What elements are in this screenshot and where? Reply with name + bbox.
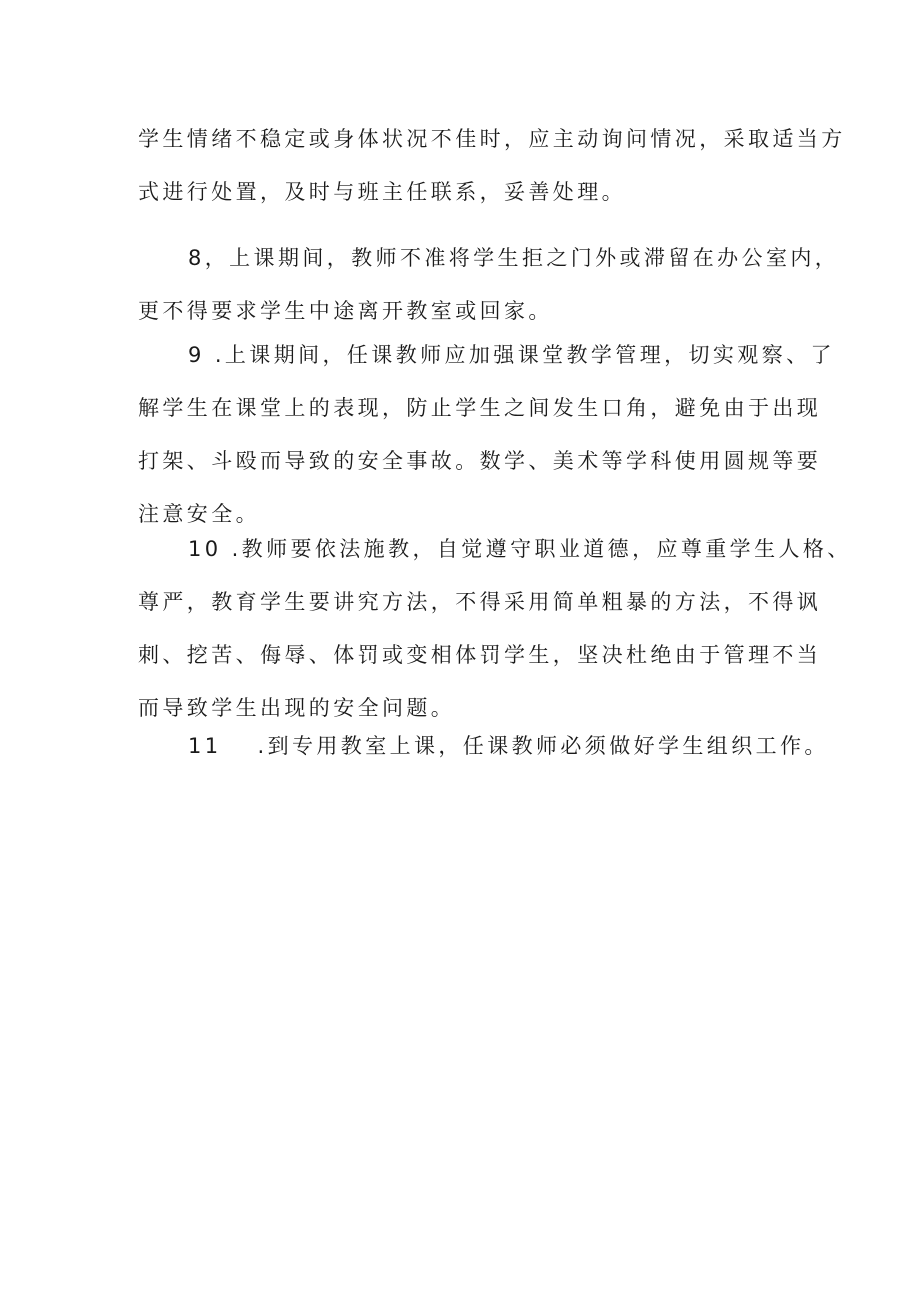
text-line: 刺、挖苦、侮辱、体罚或变相体罚学生，坚决杜绝由于管理不当: [138, 643, 822, 667]
text-line: 学生情绪不稳定或身体状况不佳时，应主动询问情况，采取适当方: [138, 127, 846, 151]
text-line: 打架、斗殴而导致的安全事故。数学、美术等学科使用圆规等要: [138, 449, 822, 473]
paragraph-11: [138, 720, 829, 773]
text-line: 9 .上课期间，任课教师应加强课堂教学管理，切实观察、了: [188, 343, 835, 367]
item-number: 11: [188, 734, 222, 758]
text-line: 式进行处置，及时与班主任联系，妥善处理。: [138, 180, 626, 204]
text-line: 更不得要求学生中途离开教室或回家。: [138, 299, 553, 323]
paragraph-8: [138, 232, 840, 338]
text-line: 尊严，教育学生要讲究方法，不得采用简单粗暴的方法，不得讽: [138, 590, 822, 614]
text-line: [138, 720, 829, 773]
text-line: 注意安全。: [138, 502, 260, 526]
text-line: 而导致学生出现的安全问题。: [138, 696, 456, 720]
paragraph-9: [138, 329, 835, 541]
text-line: 8，上课期间，教师不准将学生拒之门外或滞留在办公室内，: [188, 246, 840, 270]
text-line: 解学生在课堂上的表现，防止学生之间发生口角，避免由于出现: [138, 396, 822, 420]
item-text: .到专用教室上课，任课教师必须做好学生组织工作。: [257, 734, 829, 758]
text-line: 10 .教师要依法施教，自觉遵守职业道德，应尊重学生人格、: [188, 537, 852, 561]
paragraph-10: [138, 523, 852, 735]
paragraph-7-continued: [138, 113, 846, 219]
